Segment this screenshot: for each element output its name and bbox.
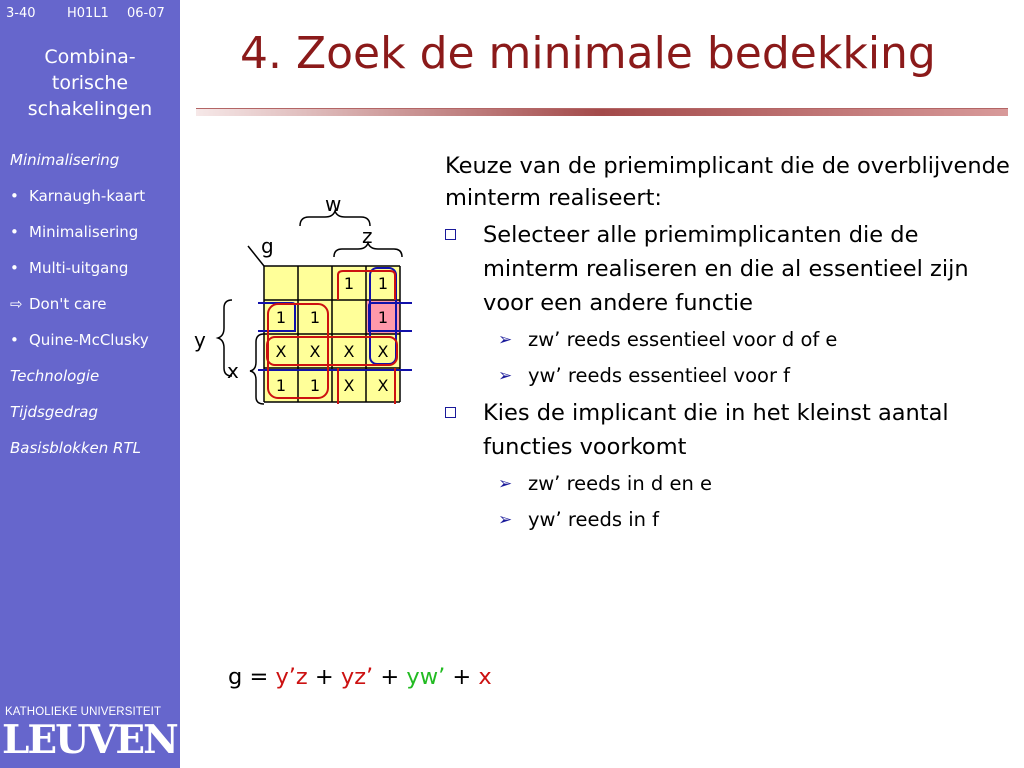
kmap-cell: 1	[275, 308, 287, 327]
kmap-cell: 1	[377, 274, 389, 293]
square-bullet-icon	[445, 407, 456, 418]
bullet-icon: •	[10, 331, 19, 349]
nav-item-label: Don't care	[29, 295, 107, 313]
bullet-item	[445, 396, 1015, 464]
bullet-text: Kies de implicant die in het kleinst aantal functies voorkomt	[483, 400, 949, 460]
nav-item-label: Basisblokken RTL	[10, 439, 141, 457]
university-logo: LEUVEN	[2, 717, 177, 763]
kmap-cell: X	[377, 342, 389, 361]
arrowhead-bullet-icon: ➢	[498, 366, 513, 386]
sub-bullet-text: yw’ reeds in f	[528, 508, 660, 531]
kmap-cell: 1	[275, 376, 287, 395]
formula-lhs: g	[228, 664, 243, 690]
title-divider	[196, 108, 1008, 116]
sub-bullet-item	[445, 502, 1015, 538]
sub-bullet-item	[445, 358, 1015, 394]
academic-year: 06-07	[127, 6, 165, 21]
course-title-line: Combina-	[44, 46, 136, 68]
nav-item-dont-care[interactable]	[10, 294, 178, 330]
sub-bullet-text: yw’ reeds essentieel voor f	[528, 364, 791, 387]
kmap-cell: X	[275, 342, 287, 361]
nav-item-label: Technologie	[10, 367, 100, 385]
sub-bullet-item	[445, 466, 1015, 502]
result-formula	[228, 664, 492, 690]
nav-item-label: Minimalisering	[29, 223, 139, 241]
nav-item-basisblokken-rtl[interactable]	[10, 438, 178, 474]
university-logo-caption: KATHOLIEKE UNIVERSITEIT	[5, 706, 162, 718]
arrowhead-bullet-icon: ➢	[498, 510, 513, 530]
formula-term: y’z	[275, 664, 308, 690]
kmap-var-y: y	[194, 328, 206, 352]
arrowhead-bullet-icon: ➢	[498, 474, 513, 494]
course-code: H01L1	[67, 6, 109, 21]
formula-equals: =	[242, 664, 276, 690]
slide-title: 4. Zoek de minimale bedekking	[240, 28, 936, 79]
kmap-var-x: x	[227, 359, 239, 383]
formula-plus: +	[445, 664, 479, 690]
intro-text: Keuze van de priemimplicant die de overblijvende minterm realiseert:	[445, 153, 1010, 211]
nav-item-multi-uitgang[interactable]	[10, 258, 178, 294]
nav-item-technologie[interactable]	[10, 366, 178, 402]
course-title-line: schakelingen	[27, 98, 153, 120]
slide-number: 3-40	[6, 6, 36, 21]
course-title	[0, 44, 180, 122]
nav-item-label: Tijdsgedrag	[10, 403, 98, 421]
sub-bullet-text: zw’ reeds essentieel voor d of e	[528, 328, 838, 351]
kmap-var-g: g	[261, 234, 274, 258]
kmap-var-w: w	[325, 192, 342, 216]
nav-item-minimalisering[interactable]	[10, 222, 178, 258]
kmap-cell: X	[343, 342, 355, 361]
arrowhead-bullet-icon: ➢	[498, 330, 513, 350]
sidebar-nav	[10, 150, 178, 474]
sidebar	[0, 0, 180, 768]
bullet-icon: •	[10, 223, 19, 241]
square-bullet-icon	[445, 229, 456, 240]
kmap-cell: 1	[309, 376, 321, 395]
bullet-icon: •	[10, 187, 19, 205]
sub-bullet-text: zw’ reeds in d en e	[528, 472, 713, 495]
kmap-cell: X	[343, 376, 355, 395]
sub-bullet-item	[445, 322, 1015, 358]
course-title-line: torische	[51, 72, 129, 94]
nav-item-karnaugh-kaart[interactable]	[10, 186, 178, 222]
bullet-text: Selecteer alle priemimplicanten die de minterm realiseren en die al essentieel zijn voor een andere functie	[483, 222, 969, 316]
formula-term: yz’	[340, 664, 374, 690]
formula-term: yw’	[406, 664, 446, 690]
karnaugh-map	[190, 185, 420, 410]
kmap-cell: 1	[343, 274, 355, 293]
nav-item-quine-mcclusky[interactable]	[10, 330, 178, 366]
nav-item-label: Quine-McClusky	[29, 331, 149, 349]
slide-content	[445, 150, 1015, 538]
kmap-cell: 1	[309, 308, 321, 327]
formula-plus: +	[307, 664, 341, 690]
formula-plus: +	[373, 664, 407, 690]
kmap-var-z: z	[362, 224, 373, 248]
kmap-cell: 1	[377, 308, 389, 327]
nav-item-minimalisering-section[interactable]	[10, 150, 178, 186]
formula-term: x	[478, 664, 492, 690]
nav-item-label: Multi-uitgang	[29, 259, 129, 277]
arrow-right-icon: ⇨	[10, 295, 23, 313]
nav-item-tijdsgedrag[interactable]	[10, 402, 178, 438]
kmap-cell: X	[309, 342, 321, 361]
bullet-item	[445, 218, 1015, 320]
bullet-icon: •	[10, 259, 19, 277]
nav-item-label: Karnaugh-kaart	[29, 187, 146, 205]
kmap-cell: X	[377, 376, 389, 395]
nav-item-label: Minimalisering	[10, 151, 120, 169]
